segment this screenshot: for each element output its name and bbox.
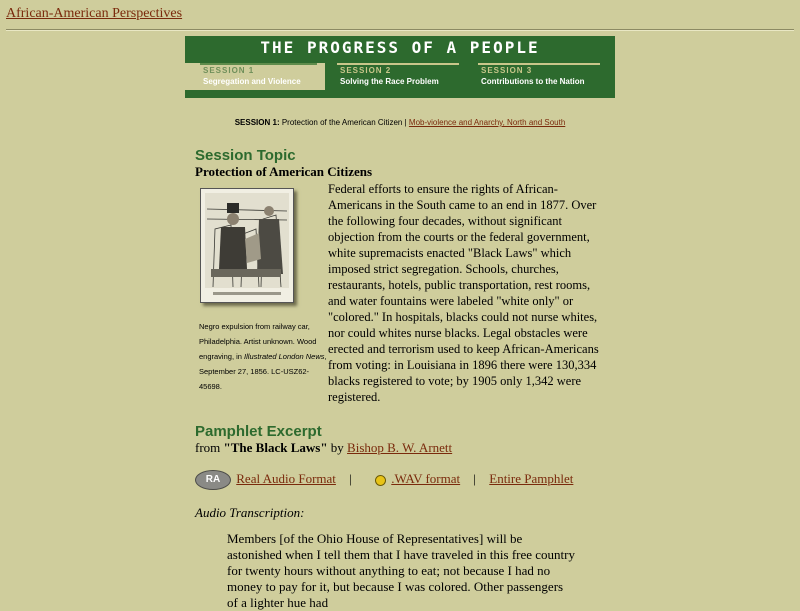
tab-number: SESSION 2 — [340, 66, 392, 75]
banner-title: THE PROGRESS OF A PEOPLE — [260, 38, 540, 57]
tab-name: Solving the Race Problem — [340, 77, 439, 86]
tab-number: SESSION 1 — [203, 66, 255, 75]
progress-banner — [185, 36, 615, 98]
tab-session-1[interactable] — [185, 63, 325, 90]
divider — [6, 29, 794, 31]
tab-number: SESSION 3 — [481, 66, 533, 75]
image-caption: Negro expulsion from railway car, Philadelphia. Artist unknown. Wood engraving, in Illustrated London News, September 27, 1856. LC-USZ62-45698. — [199, 322, 327, 391]
site-home-link[interactable]: African-American Perspectives — [6, 6, 183, 21]
topic-body-text: Federal efforts to ensure the rights of African-Americans in the South came to an end in 1877. Over the following four decades, without significant objection from the courts or the federal government, white supremacists enacted "Black Laws" which imposed strict segregation. Schools, churches, restaurants, hotels, public transportation, rest rooms, and water fountains were labeled "white only" or "colored." In hospitals, blacks could not nurse whites, nor could whites nurse blacks. Legal obstacles were erected and terrorism used to keep African-Americans from voting: in Louisiana in 1896 there were 130,334 blacks registered to vote; by 1905 only 1,342 were registered. — [328, 182, 599, 404]
session-label: SESSION 1: — [234, 118, 280, 127]
pamphlet-heading: Pamphlet Excerpt — [195, 423, 322, 440]
author-link[interactable]: Bishop B. W. Arnett — [347, 440, 453, 455]
tab-name: Segregation and Violence — [203, 77, 301, 86]
tab-session-2[interactable] — [337, 63, 459, 90]
audio-transcription-label: Audio Transcription: — [195, 505, 305, 520]
separator: | — [404, 118, 407, 127]
next-topic-link[interactable]: Mob-violence and Anarchy, North and South — [408, 118, 566, 127]
audio-transcript: Members [of the Ohio House of Representatives] will be astonished when I tell them that I have traveled in this free country for twenty hours without anything to eat; not because I had no money to pay for it, but because I was colored. Other passengers of a lighter hue had — [227, 531, 575, 610]
format-links — [195, 470, 573, 490]
wav-link[interactable]: .WAV format — [391, 470, 461, 486]
session-breadcrumb — [0, 118, 800, 127]
session-topic-heading: Session Topic — [195, 147, 296, 164]
engraving-image[interactable] — [200, 188, 294, 303]
topic-subheading: Protection of American Citizens — [195, 164, 373, 179]
real-audio-link[interactable]: Real Audio Format — [236, 470, 336, 486]
wav-audio-icon[interactable] — [375, 475, 386, 486]
separator: | — [473, 470, 476, 486]
pamphlet-title: "The Black Laws" — [223, 440, 328, 455]
current-topic: Protection of the American Citizen — [281, 118, 403, 127]
entire-pamphlet-link[interactable]: Entire Pamphlet — [489, 470, 574, 486]
pamphlet-source: from "The Black Laws" by Bishop B. W. Arnett — [195, 440, 453, 455]
separator: | — [349, 470, 352, 486]
real-audio-icon[interactable]: RA — [195, 470, 231, 490]
tab-name: Contributions to the Nation — [481, 77, 585, 86]
tab-session-3[interactable] — [478, 63, 600, 90]
